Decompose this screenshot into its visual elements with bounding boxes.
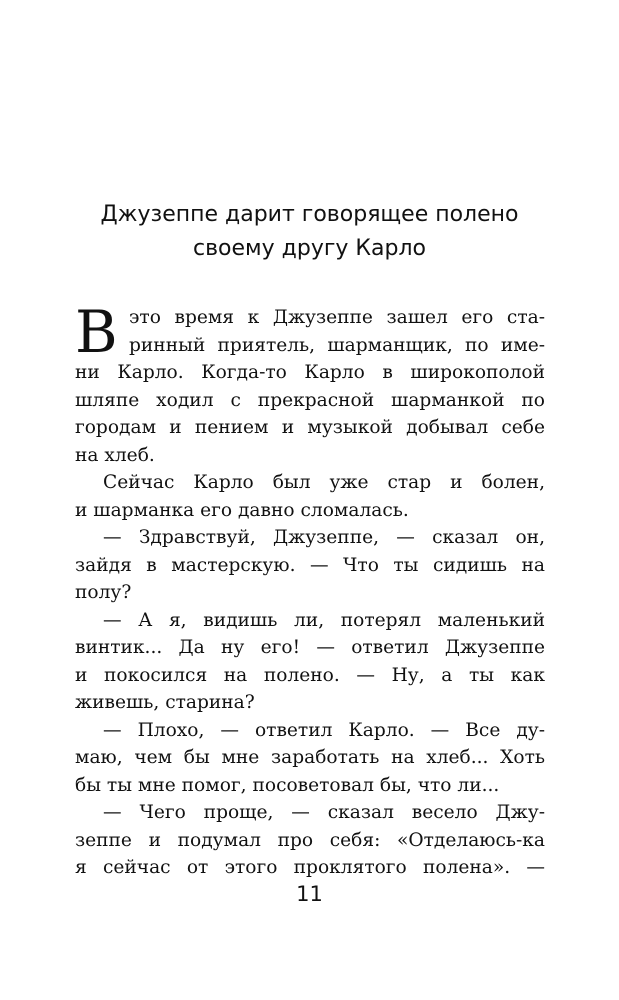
drop-cap: В: [75, 298, 118, 366]
text-line: полу?: [75, 582, 132, 603]
text-line: бы ты мне помог, посоветовал бы, что ли...: [75, 774, 500, 796]
text-line: городам и пением и музыкой добывал себе: [75, 417, 545, 438]
body-text: [75, 298, 545, 882]
text-line: и покосился на полено. — Ну, а ты как: [75, 664, 545, 686]
text-line: я сейчас от этого проклятого полена». —: [75, 857, 545, 878]
text-line: на хлеб.: [75, 444, 155, 466]
text-line: — Плохо, — ответил Карло. — Все ду-: [103, 719, 545, 741]
text-line: ринный приятель, шарманщик, по име-: [129, 334, 545, 356]
text-line: зайдя в мастерскую. — Что ты сидишь на: [75, 554, 545, 576]
text-line: и шарманка его давно сломалась.: [75, 499, 409, 521]
text-line: Сейчас Карло был уже стар и болен,: [103, 472, 545, 493]
text-line: — Чего проще, — сказал весело Джу-: [103, 802, 545, 823]
page-number: 11: [296, 882, 323, 906]
text-line: это время к Джузеппе зашел его ста-: [129, 307, 545, 328]
text-line: маю, чем бы мне заработать на хлеб... Хоть: [75, 747, 545, 768]
text-line: — Здравствуй, Джузеппе, — сказал он,: [103, 527, 545, 548]
chapter-title-line-1: Джузеппе дарит говорящее полено: [100, 202, 519, 227]
text-line: шляпе ходил с прекрасной шарманкой по: [75, 389, 545, 411]
text-line: — А я, видишь ли, потерял маленький: [103, 609, 545, 631]
text-line: зеппе и подумал про себя: «Отделаюсь-ка: [75, 829, 545, 851]
text-line: живешь, старина?: [75, 692, 255, 713]
chapter-title-line-2: своему другу Карло: [192, 236, 427, 261]
text-line: винтик... Да ну его! — ответил Джузеппе: [75, 637, 545, 658]
text-line: ни Карло. Когда-то Карло в широкополой: [75, 362, 545, 383]
